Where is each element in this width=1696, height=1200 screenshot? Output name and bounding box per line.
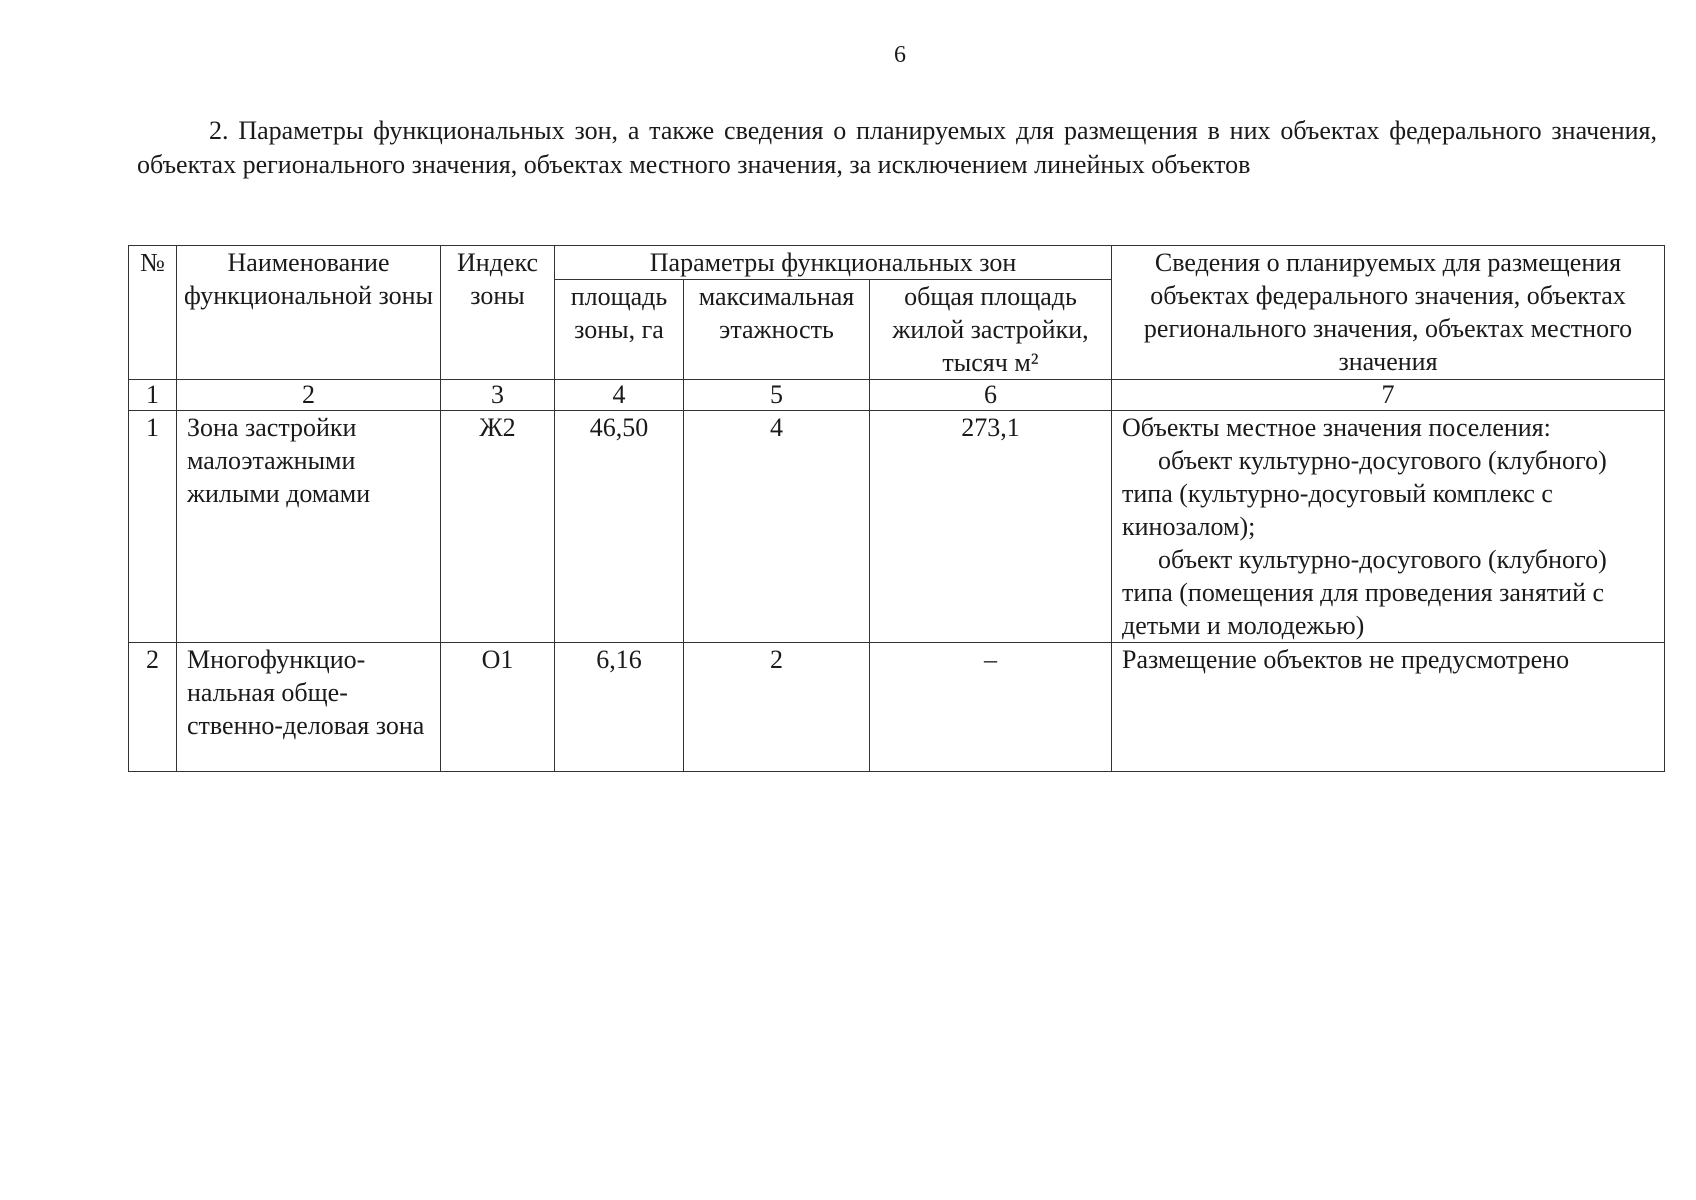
info-heading: Размещение объектов не предусмотрено <box>1122 645 1570 674</box>
header-area: площадь зоны, га <box>555 280 684 380</box>
table-row <box>129 643 1665 772</box>
zones-table <box>128 245 1665 772</box>
header-info: Сведения о планируемых для размещения объектах федерального значения, объектах регионального значения, объектах местного значения <box>1112 246 1665 380</box>
zone-index: Ж2 <box>441 411 555 643</box>
table-row <box>129 411 1665 643</box>
zone-total-area: 273,1 <box>870 411 1112 643</box>
info-item: объект культурно-досугового (клубного) типа (помещения для проведения занятий с детьми и молодежью) <box>1122 545 1607 640</box>
column-number: 2 <box>177 380 441 411</box>
zone-index: О1 <box>441 643 555 772</box>
info-heading: Объекты местное значения поселения: <box>1122 413 1551 442</box>
zone-area: 46,50 <box>555 411 684 643</box>
page-number: 6 <box>894 42 906 68</box>
column-number: 3 <box>441 380 555 411</box>
column-number: 7 <box>1112 380 1665 411</box>
zone-info <box>1112 643 1665 772</box>
column-number-row <box>129 380 1665 411</box>
section-heading: 2. Параметры функциональных зон, а также сведения о планируемых для размещения в них объектах федерального значения, объектах регионального значения, объектах местного значения, за исключением линейных объектов <box>137 116 1657 179</box>
column-number: 5 <box>684 380 870 411</box>
header-index: Индекс зоны <box>441 246 555 380</box>
zone-name: Многофункцио-нальная обще-ственно-деловая зона <box>177 643 441 772</box>
row-no: 2 <box>129 643 177 772</box>
header-params-group: Параметры функциональных зон <box>555 246 1112 280</box>
header-name: Наименование функциональной зоны <box>177 246 441 380</box>
column-number: 6 <box>870 380 1112 411</box>
header-total-area: общая площадь жилой застройки, тысяч м² <box>870 280 1112 380</box>
row-no: 1 <box>129 411 177 643</box>
zone-area: 6,16 <box>555 643 684 772</box>
column-number: 4 <box>555 380 684 411</box>
zone-total-area: – <box>870 643 1112 772</box>
header-max-floors: максимальная этажность <box>684 280 870 380</box>
zone-max-floors: 2 <box>684 643 870 772</box>
info-item: объект культурно-досугового (клубного) типа (культурно-досуговый комплекс с кинозалом); <box>1122 446 1607 541</box>
column-number: 1 <box>129 380 177 411</box>
zone-info <box>1112 411 1665 643</box>
header-row-1 <box>129 246 1665 280</box>
header-no: № <box>129 246 177 380</box>
zone-name: Зона застройки малоэтажными жилыми домами <box>177 411 441 643</box>
zone-max-floors: 4 <box>684 411 870 643</box>
